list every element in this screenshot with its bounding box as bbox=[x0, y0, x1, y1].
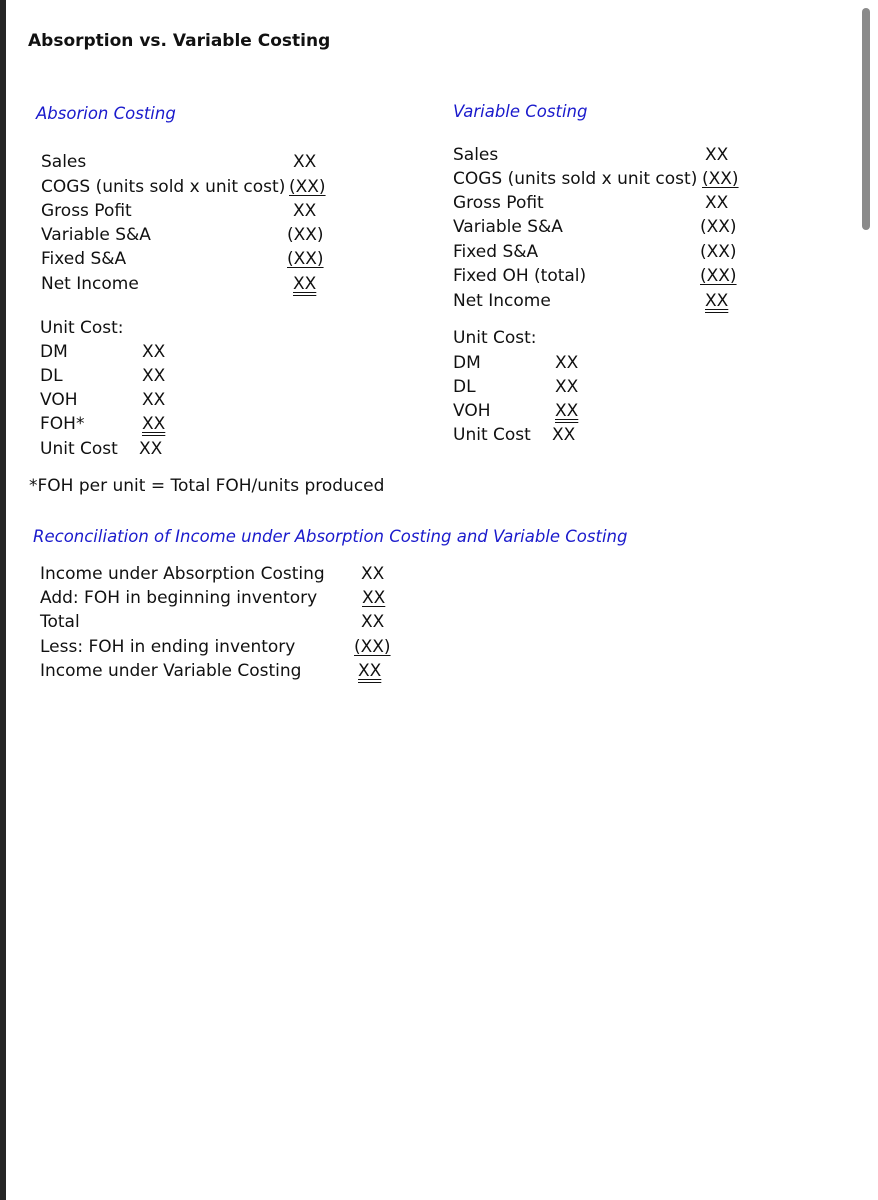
variable-row-label: Gross Pofit bbox=[453, 193, 544, 213]
reconciliation-row-value: (XX) bbox=[354, 637, 391, 657]
page-title: Absorption vs. Variable Costing bbox=[28, 31, 331, 51]
reconciliation-row-label: Income under Absorption Costing bbox=[40, 564, 325, 584]
variable-heading: Variable Costing bbox=[453, 102, 588, 121]
variable-unit-label: DM bbox=[453, 353, 481, 373]
variable-row-value: XX bbox=[705, 193, 729, 213]
absorption-unit-label: FOH* bbox=[40, 414, 85, 434]
variable-row-label: Fixed S&A bbox=[453, 242, 539, 262]
variable-row-value: XX bbox=[705, 145, 729, 165]
variable-row-label: COGS (units sold x unit cost) bbox=[453, 169, 698, 189]
variable-row-value: (XX) bbox=[700, 266, 737, 286]
variable-row-label: Net Income bbox=[453, 291, 551, 311]
absorption-unit-cost-heading: Unit Cost: bbox=[40, 318, 124, 338]
absorption-unit-label: DM bbox=[40, 342, 68, 362]
absorption-row-value: XX bbox=[293, 152, 317, 172]
variable-row-value: XX bbox=[705, 291, 729, 311]
variable-unit-label: VOH bbox=[453, 401, 491, 421]
absorption-row-label: Variable S&A bbox=[41, 225, 151, 245]
variable-row-label: Fixed OH (total) bbox=[453, 266, 587, 286]
absorption-unit-label: Unit Cost bbox=[40, 439, 118, 459]
variable-unit-label: Unit Cost bbox=[453, 425, 531, 445]
absorption-unit-value: XX bbox=[142, 390, 166, 410]
absorption-heading: Absorion Costing bbox=[36, 104, 176, 123]
variable-row-value: (XX) bbox=[702, 169, 739, 189]
absorption-row-value: (XX) bbox=[287, 249, 324, 269]
variable-unit-value: XX bbox=[555, 377, 579, 397]
left-border bbox=[0, 0, 6, 1200]
absorption-row-label: Gross Pofit bbox=[41, 201, 132, 221]
absorption-unit-value: XX bbox=[142, 342, 166, 362]
absorption-row-value: XX bbox=[293, 274, 317, 294]
absorption-row-label: Fixed S&A bbox=[41, 249, 127, 269]
reconciliation-row-label: Income under Variable Costing bbox=[40, 661, 302, 681]
scrollbar-thumb[interactable] bbox=[862, 8, 870, 230]
reconciliation-row-value: XX bbox=[358, 661, 382, 681]
absorption-unit-label: VOH bbox=[40, 390, 78, 410]
variable-unit-value: XX bbox=[555, 401, 579, 421]
absorption-row-label: COGS (units sold x unit cost) bbox=[41, 177, 286, 197]
variable-row-value: (XX) bbox=[700, 217, 737, 237]
absorption-row-label: Net Income bbox=[41, 274, 139, 294]
footnote: *FOH per unit = Total FOH/units produced bbox=[29, 476, 385, 496]
reconciliation-heading: Reconciliation of Income under Absorption Costing and Variable Costing bbox=[33, 527, 628, 546]
variable-unit-cost-heading: Unit Cost: bbox=[453, 328, 537, 348]
reconciliation-row-value: XX bbox=[361, 612, 385, 632]
reconciliation-row-value: XX bbox=[362, 588, 386, 608]
variable-unit-label: DL bbox=[453, 377, 476, 397]
reconciliation-row-label: Add: FOH in beginning inventory bbox=[40, 588, 318, 608]
absorption-row-value: XX bbox=[293, 201, 317, 221]
absorption-row-value: (XX) bbox=[289, 177, 326, 197]
variable-unit-value: XX bbox=[555, 353, 579, 373]
absorption-unit-value: XX bbox=[142, 414, 166, 434]
absorption-row-value: (XX) bbox=[287, 225, 324, 245]
variable-row-label: Sales bbox=[453, 145, 499, 165]
absorption-unit-label: DL bbox=[40, 366, 63, 386]
absorption-unit-value: XX bbox=[139, 439, 163, 459]
absorption-unit-value: XX bbox=[142, 366, 166, 386]
absorption-row-label: Sales bbox=[41, 152, 87, 172]
variable-row-value: (XX) bbox=[700, 242, 737, 262]
reconciliation-row-label: Total bbox=[40, 612, 80, 632]
variable-row-label: Variable S&A bbox=[453, 217, 563, 237]
reconciliation-row-value: XX bbox=[361, 564, 385, 584]
reconciliation-row-label: Less: FOH in ending inventory bbox=[40, 637, 296, 657]
variable-unit-value: XX bbox=[552, 425, 576, 445]
